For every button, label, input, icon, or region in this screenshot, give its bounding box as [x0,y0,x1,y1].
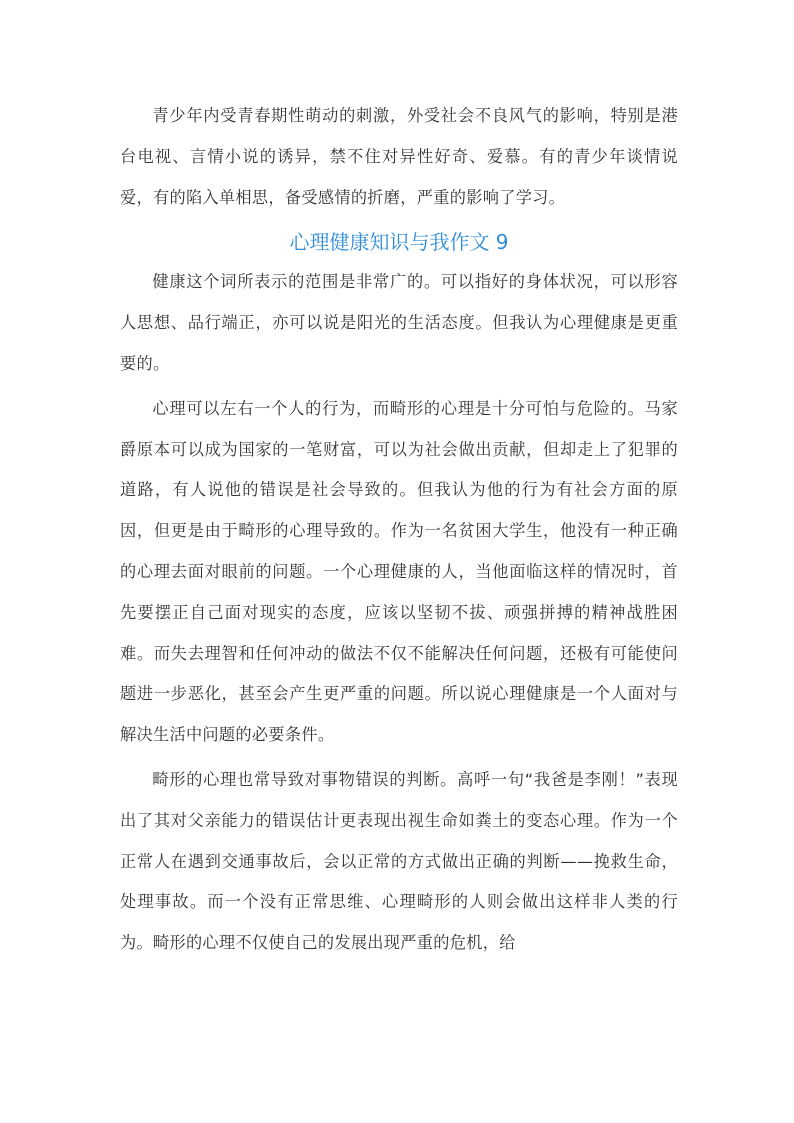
document-page [120,96,678,964]
paragraph-2: 心理可以左右一个人的行为，而畸形的心理是十分可怕与危险的。马家爵原本可以成为国家的一笔财富，可以为社会做出贡献，但却走上了犯罪的道路，有人说他的错误是社会导致的。但我认为他的行为有社会方面的原因，但更是由于畸形的心理导致的。作为一名贫困大学生，他没有一种正确的心理去面对眼前的问题。一个心理健康的人，当他面临这样的情况时，首先要摆正自己面对现实的态度，应该以坚韧不拔、顽强拼搏的精神战胜困难。而失去理智和任何冲动的做法不仅不能解决任何问题，还极有可能使问题进一步恶化，甚至会产生更严重的问题。所以说心理健康是一个人面对与解决生活中问题的必要条件。 [120,398,678,745]
paragraph-intro: 青少年内受青春期性萌动的刺激，外受社会不良风气的影响，特别是港台电视、言情小说的诱异，禁不住对异性好奇、爱慕。有的青少年谈情说爱，有的陷入单相思，备受感情的折磨，严重的影响了学习。 [120,106,678,207]
section-title: 心理健康知识与我作文 9 [289,230,509,255]
paragraph-1: 健康这个词所表示的范围是非常广的。可以指好的身体状况，可以形容人思想、品行端正，亦可以说是阳光的生活态度。但我认为心理健康是更重要的。 [120,272,678,373]
paragraph-3: 畸形的心理也常导致对事物错误的判断。高呼一句“我爸是李刚！”表现出了其对父亲能力的错误估计更表现出视生命如粪土的变态心理。作为一个正常人在遇到交通事故后，会以正常的方式做出正确的判断——挽救生命，处理事故。而一个没有正常思维、心理畸形的人则会做出这样非人类的行为。畸形的心理不仅使自己的发展出现严重的危机，给 [120,769,678,953]
